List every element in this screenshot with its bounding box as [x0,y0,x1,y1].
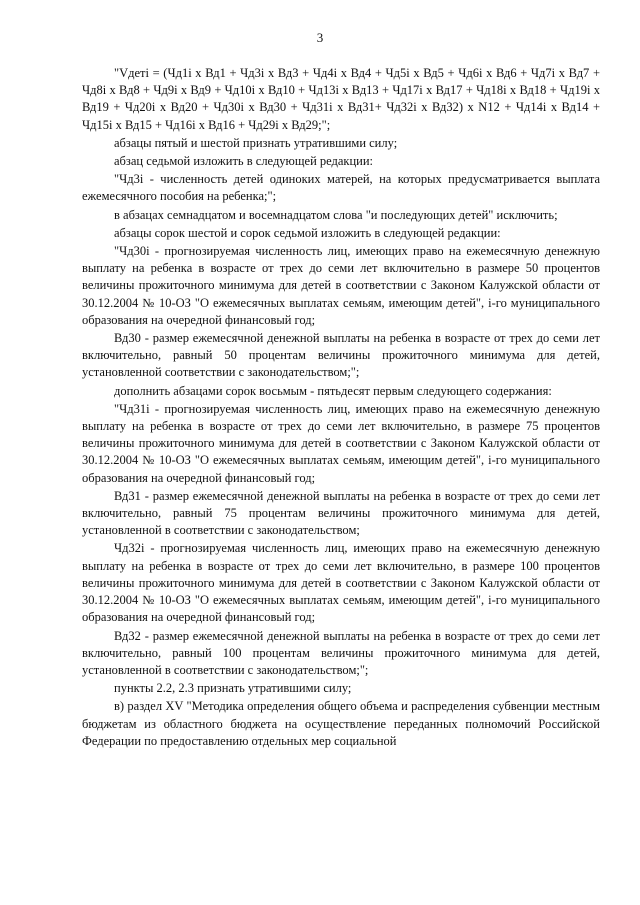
document-body [82,65,600,751]
paragraph: Вд30 - размер ежемесячной денежной выплаты на ребенка в возрасте от трех до семи лет включительно, равный 50 процентам величины прожиточного минимума для детей, установленной соответствии с законодательством;"; [82,331,600,380]
paragraph: Чд32i - прогнозируемая численность лиц, имеющих право на ежемесячную денежную выплату на ребенка в возрасте от трех до семи лет включительно, в размере 100 процентов величины прожиточного минимума для детей в соответствии с Законом Калужской области от 30.12.2004 № 10-ОЗ "О ежемесячных выплатах семьям, имеющим детей", i-го муниципального образования на очередной финансовый год; [82,541,600,625]
paragraph: "Чд31i - прогнозируемая численность лиц, имеющих право на ежемесячную денежную выплату на ребенка в возрасте от трех до семи лет включительно, в размере 75 процентов величины прожиточного минимума для детей в соответствии с Законом Калужской области от 30.12.2004 № 10-ОЗ "О ежемесячных выплатах семьям, имеющим детей", i-го муниципального образования на очередной финансовый год; [82,401,600,485]
paragraph: в) раздел XV "Методика определения общего объема и распределения субвенции местным бюджетам из областного бюджета на осуществление переданных полномочий Российской Федерации по предоставлению отдельных мер социальной [82,699,600,748]
paragraph: абзац седьмой изложить в следующей редакции: [114,154,374,169]
paragraph: абзацы сорок шестой и сорок седьмой изложить в следующей редакции: [114,225,501,240]
paragraph: абзацы пятый и шестой признать утратившими силу; [114,135,398,150]
paragraph: Вд31 - размер ежемесячной денежной выплаты на ребенка в возрасте от трех до семи лет включительно, равный 75 процентам величины прожиточного минимума для детей, установленной в соответствии с законодательством; [82,488,600,538]
page-number: 3 [316,30,324,45]
paragraph: в абзацах семнадцатом и восемнадцатом слова "и последующих детей" исключить; [114,207,558,222]
paragraph: "Чд30i - прогнозируемая численность лиц, имеющих право на ежемесячную денежную выплату на ребенка в возрасте от трех до семи лет включительно в размере 50 процентов величины прожиточного минимума для детей в соответствии с Законом Калужской области от 30.12.2004 № 10-ОЗ "О ежемесячных выплатах семьям, имеющим детей", i-го муниципального образования на очередной финансовый год; [82,244,600,327]
paragraph: пункты 2.2, 2.3 признать утратившими силу; [114,681,352,696]
paragraph: Вд32 - размер ежемесячной денежной выплаты на ребенка в возрасте от трех до семи лет включительно, равный 100 процентам величины прожиточного минимума для детей, установленной в соответствии с законодательством;"; [82,628,600,677]
paragraph: дополнить абзацами сорок восьмым - пятьдесят первым следующего содержания: [114,383,552,398]
formula-paragraph: "Vдетi = (Чд1i х Вд1 + Чд3i х Вд3 + Чд4i х Вд4 + Чд5i х Вд5 + Чд6i х Вд6 + Чд7i х Вд7 + Чд8i х Вд8 + Чд9i х Вд9 + Чд10i х Вд10 + Чд13i х Вд13 + Чд17i х Вд17 + Чд18i х Вд18 + Чд19i х Вд19 + Чд20i х Вд20 + Чд30i х Вд30 + Чд31i х Вд31+ Чд32i х Вд32) х N12 + Чд14i х Вд14 + Чд15i х Вд15 + Чд16i х Вд16 + Чд29i х Вд29;"; [82,66,600,132]
paragraph: "Чд3i - численность детей одиноких матерей, на которых предусматривается выплата ежемесячного пособия на ребенка;"; [82,172,600,204]
